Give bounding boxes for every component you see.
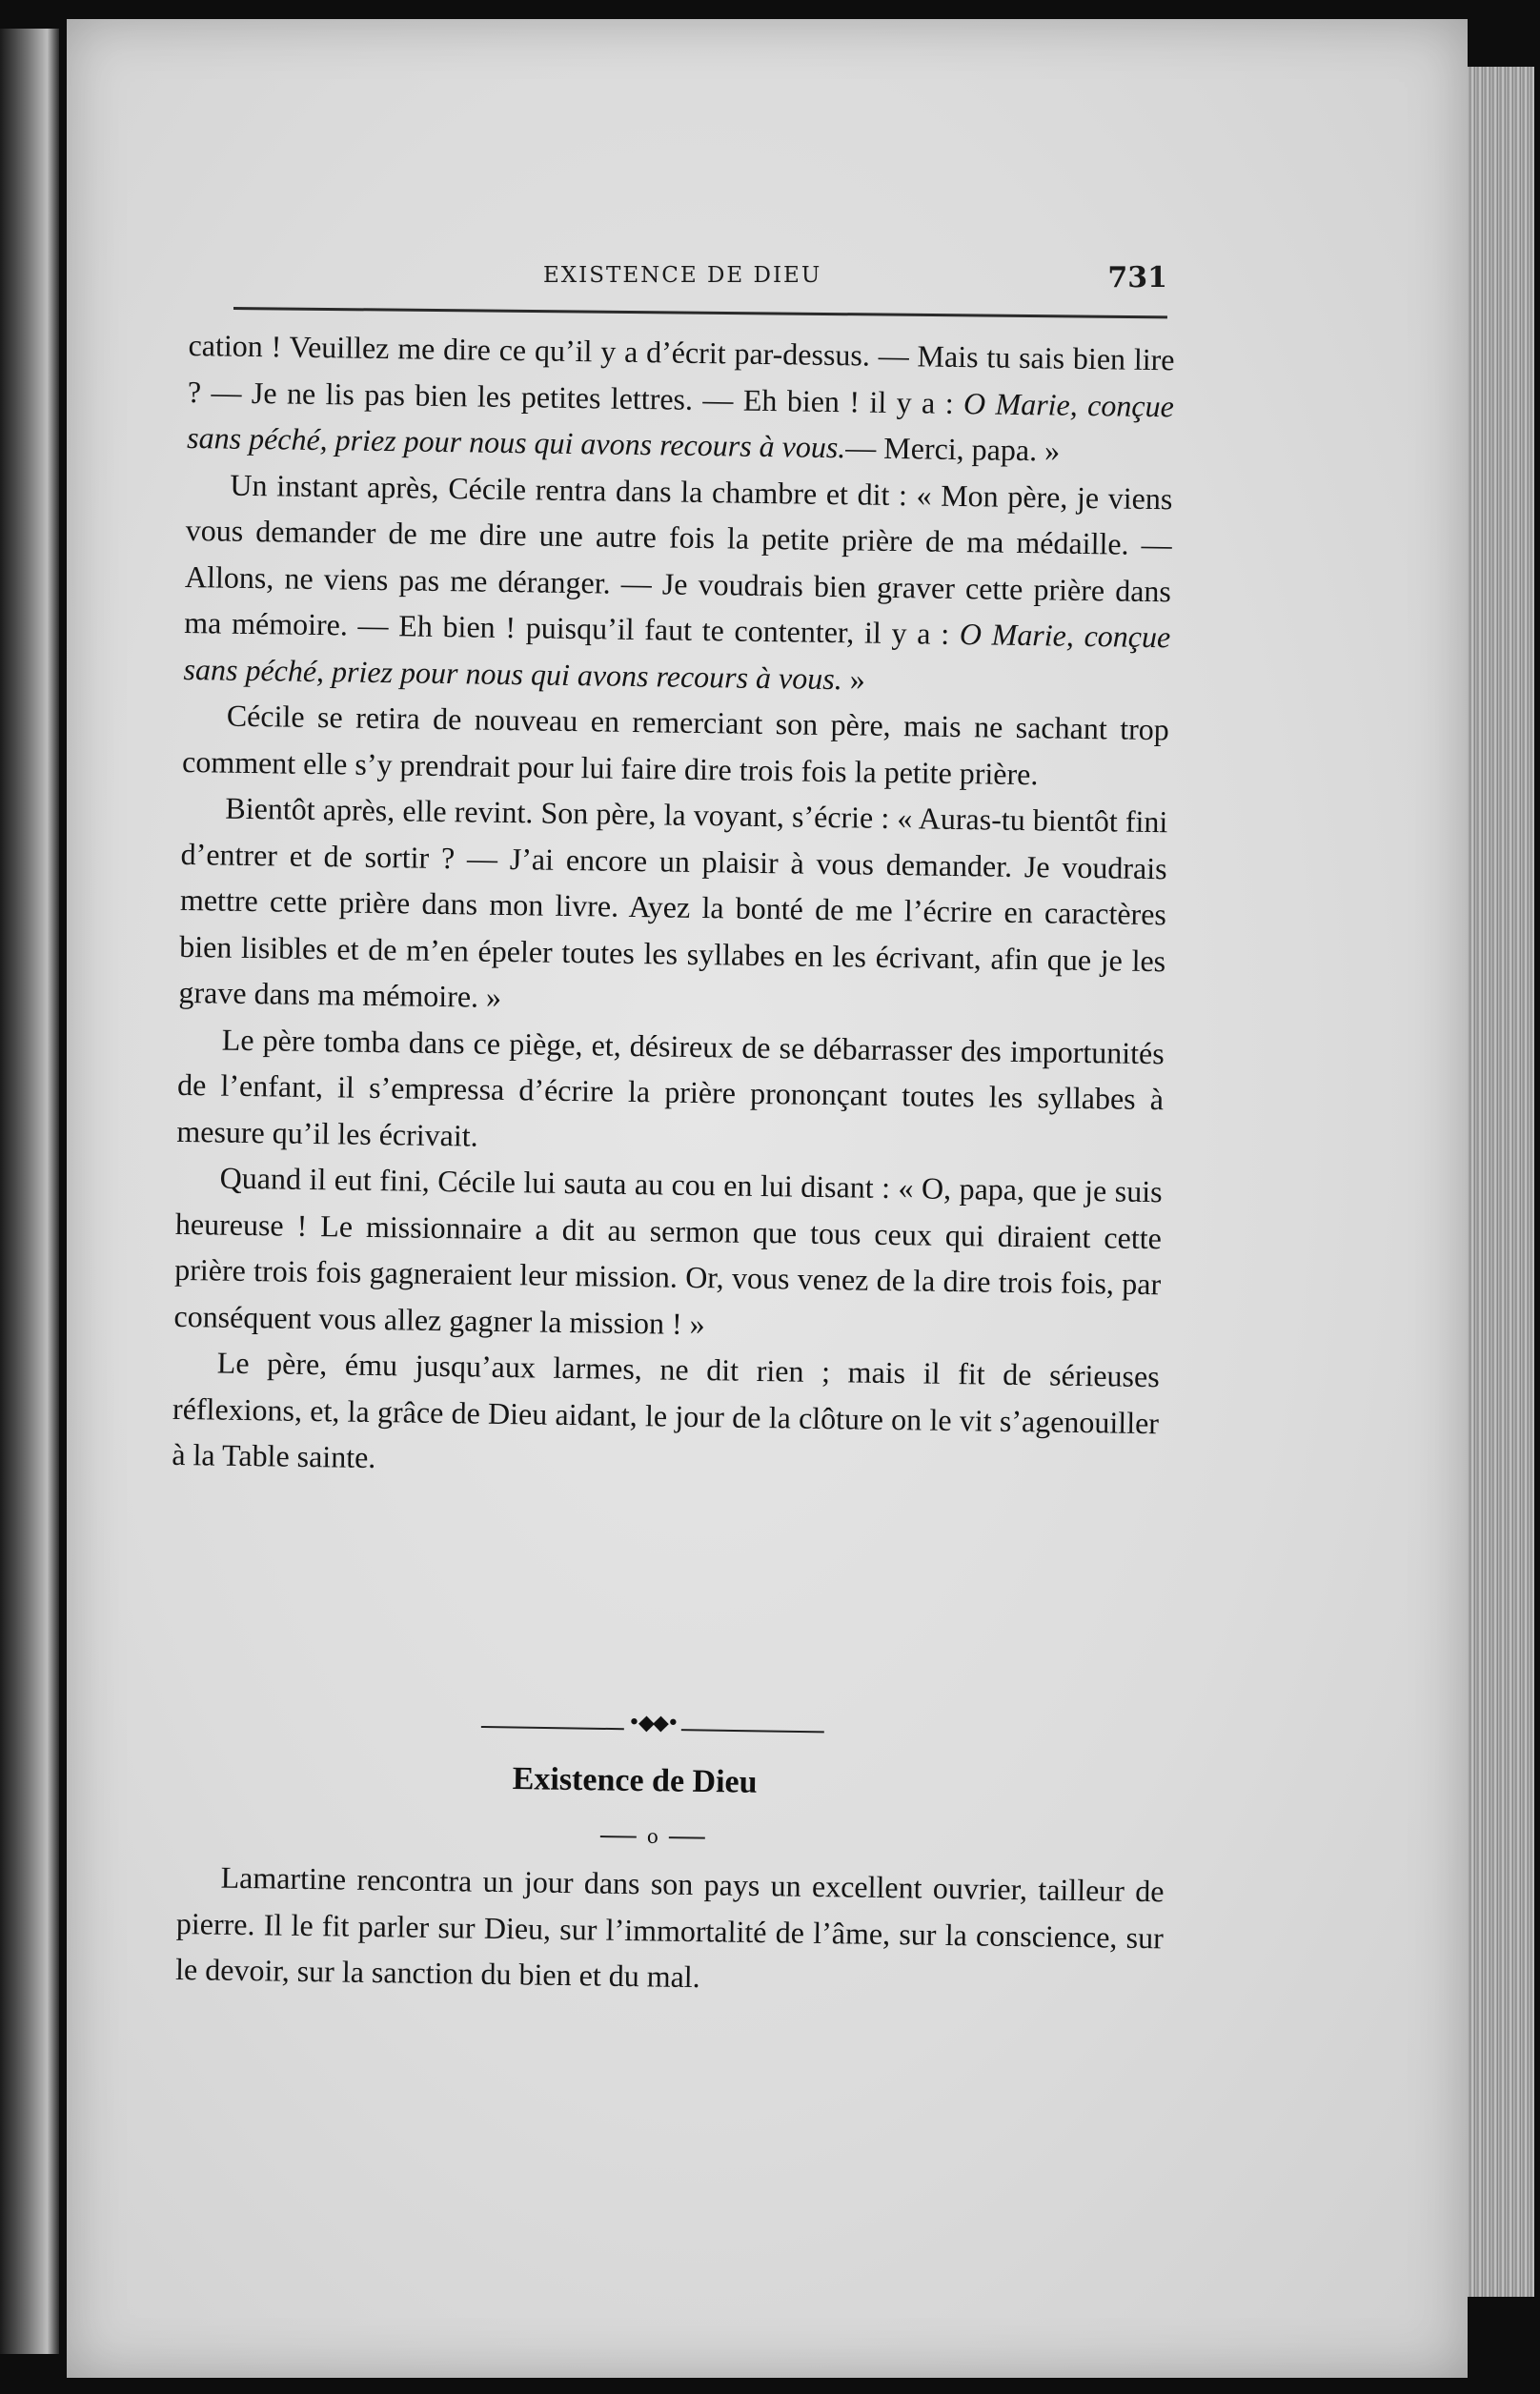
story-paragraph-4: Bientôt après, elle revint. Son père, la voyant, s’écrie : « Auras-tu bientôt fini d’entrer et de sortir ? — J’ai encore un plaisir à vous demander. Je voudrais mettre cette prière dans mon livre. Ayez la bonté de me l’écrire en caractères bien lisibles et de m’en épeler toutes les syllabes en les écrivant, afin que je les grave dans ma mémoire. » [178, 790, 1168, 1014]
story-paragraph-1 [187, 322, 1175, 476]
sub-ornament-line-right [669, 1836, 705, 1839]
sub-ornament-line-left [600, 1836, 637, 1838]
story-paragraph-1-prayer: O Marie, conçue sans péché, priez pour nous qui avons recours à vous. [186, 385, 1175, 465]
heading-sub-ornament [600, 1826, 705, 1847]
sub-ornament-circle: o [646, 1824, 659, 1848]
section-paragraph-1: Lamartine rencontra un jour dans son pays un excellent ouvrier, tailleur de pierre. Il le fit parler sur Dieu, sur l’immortalité de l’âme, sur la conscience, sur le devoir, sur la sanction du bien et du mal. [174, 1859, 1165, 1995]
divider-line-right [681, 1729, 824, 1733]
left-page-edge [0, 29, 59, 2354]
story-paragraph-5: Le père tomba dans ce piège, et, désireux de se débarrasser des importunités de l’enfant, il s’empressa d’écrire la prière prononçant toutes les syllabes à mesure qu’il les écrivait. [176, 1022, 1165, 1153]
story-paragraph-7: Le père, ému jusqu’aux larmes, ne dit rien ; mais il fit de sérieuses réflexions, et, la grâce de Dieu aidant, le jour de la clôture on le vit s’agenouiller à la Table sainte. [172, 1345, 1160, 1475]
story-paragraph-2-prayer: O Marie, conçue sans péché, priez pour nous qui avons recours à vous. [183, 617, 1171, 696]
story-text [172, 322, 1175, 1492]
story-paragraph-1-end: — Merci, papa. » [845, 430, 1061, 468]
divider-fleuron: •◆◆• [627, 1711, 679, 1736]
section-heading: Existence de Dieu [512, 1761, 758, 1800]
story-paragraph-2-start: Un instant après, Cécile rentra dans la chambre et dit : « Mon père, je viens vous demander de me dire une autre fois la petite prière de ma médaille. — Allons, ne viens pas me déranger. — Je voudrais bien graver cette prière dans ma mémoire. — Eh bien ! puisqu’il faut te contenter, il y a : [184, 467, 1173, 652]
story-paragraph-2 [183, 460, 1172, 706]
page-number: 731 [1107, 261, 1167, 294]
running-header [233, 257, 1167, 305]
divider-line-left [481, 1726, 624, 1730]
page-fore-edge [1468, 67, 1534, 2297]
story-paragraph-6: Quand il eut fini, Cécile lui sauta au cou en lui disant : « O, papa, que je suis heureuse ! Le missionnaire a dit au sermon que tous ceux qui diraient cette prière trois fois gagneraient leur mission. Or, vous venez de la dire trois fois, par conséquent vous allez gagner la mission ! » [173, 1160, 1163, 1341]
section-text [175, 1854, 1165, 2007]
story-paragraph-3: Cécile se retira de nouveau en remerciant son père, mais ne sachant trop comment elle s’y prendrait pour lui faire dire trois fois la petite prière. [181, 698, 1170, 791]
running-head-title: EXISTENCE DE DIEU [543, 263, 822, 288]
story-paragraph-2-end: » [841, 660, 865, 697]
story-paragraph-1-start: cation ! Veuillez me dire ce qu’il y a d’écrit par-dessus. — Mais tu sais bien lire ? — Je ne lis pas bien les petites lettres. — Eh bien ! il y a : [187, 327, 1175, 420]
